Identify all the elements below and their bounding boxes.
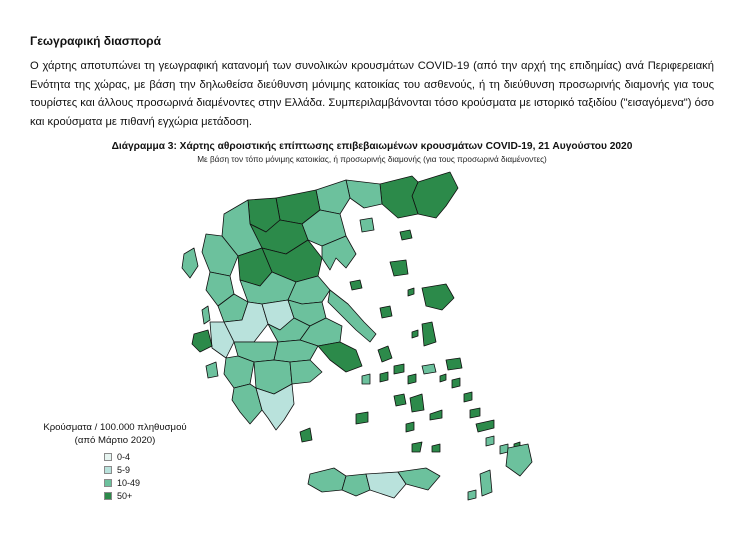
island-corfu: [182, 248, 198, 278]
figure-title: Διάγραμμα 3: Χάρτης αθροιστικής επίπτωσης επιβεβαιωμένων κρουσμάτων COVID-19, 21 Αυγούστου 2020: [111, 141, 633, 152]
legend-item: [104, 476, 190, 489]
island-kos: [476, 420, 494, 432]
island-paros: [394, 394, 406, 406]
region-thrace-east: [412, 172, 458, 218]
island-rhodes: [506, 444, 532, 476]
island-samothraki: [400, 230, 412, 240]
crete-heraklion: [366, 472, 406, 498]
island-anafi: [432, 444, 440, 452]
island-samos: [446, 358, 462, 370]
legend-swatch: [104, 492, 112, 500]
island-ikaria: [422, 364, 436, 374]
section-title: Γεωγραφική διασπορά: [30, 34, 161, 48]
island-ios: [406, 422, 414, 432]
island-lesvos: [422, 284, 454, 310]
island-skyros: [380, 306, 392, 318]
island-chios: [422, 322, 436, 346]
island-zakynthos: [206, 362, 218, 378]
region-argolida: [290, 360, 322, 384]
island-amorgos: [430, 410, 442, 420]
island-lemnos: [390, 260, 408, 276]
crete-lasithi: [398, 468, 440, 490]
island-milos: [356, 412, 368, 424]
legend-items: [104, 450, 190, 502]
legend-title-line2: (από Μάρτιο 2020): [74, 435, 156, 446]
island-mykonos: [408, 374, 416, 384]
legend-swatch: [104, 453, 112, 461]
island-agios-efstratios: [408, 288, 414, 296]
island-patmos: [452, 378, 460, 388]
legend-title-line1: Κρούσματα / 100.000 πληθυσμού: [43, 422, 187, 433]
region-east-macedonia: [316, 180, 350, 214]
crete-chania: [308, 468, 346, 492]
greece-choropleth-map: [150, 162, 590, 532]
island-kea: [362, 374, 370, 384]
island-tinos: [394, 364, 404, 374]
map-legend: [40, 421, 190, 502]
region-ilia: [224, 356, 254, 388]
island-fournoi: [440, 374, 446, 382]
region-thrace-mid: [380, 176, 418, 218]
island-sporades: [350, 280, 362, 290]
intro-paragraph: Ο χάρτης αποτυπώνει τη γεωγραφική κατανομή των συνολικών κρουσμάτων COVID-19 (από την αρχή της επιδημίας) ανά Περιφερειακή Ενότητα της χώρας, με βάση την δηλωθείσα διεύθυνση μόνιμης κατοικίας του ασθενούς, ή τη διεύθυνση προσωρινής διαμονής για τους τουρίστες και άλλους προσωρινά διαμένοντες στην Ελλάδα. Συμπεριλαμβάνονται τόσο κρούσματα με ιστορικό ταξιδίου ("εισαγόμενα") όσο και κρούσματα με πιθανή εγχώρια μετάδοση.: [30, 60, 714, 128]
legend-item: [104, 489, 190, 502]
figure-subtitle: Με βάση τον τόπο μόνιμης κατοικίας, ή προσωρινής διαμονής (για τους προσωρινά διαμένοντες): [197, 155, 547, 164]
island-leros: [464, 392, 472, 402]
island-santorini: [412, 442, 422, 452]
island-kasos: [468, 490, 476, 500]
legend-item: [104, 463, 190, 476]
island-andros: [378, 346, 392, 362]
legend-label: 5-9: [117, 464, 131, 475]
legend-swatch: [104, 466, 112, 474]
region-attica: [318, 342, 362, 372]
island-nisyros: [486, 436, 494, 446]
island-syros: [380, 372, 388, 382]
crete-rethymno: [342, 474, 370, 496]
legend-item: [104, 450, 190, 463]
legend-swatch: [104, 479, 112, 487]
island-thasos: [360, 218, 374, 232]
island-psara: [412, 330, 418, 338]
island-kefalonia: [192, 330, 212, 352]
legend-label: 10-49: [117, 477, 141, 488]
island-lefkada: [202, 306, 210, 324]
legend-label: 50+: [117, 490, 133, 501]
legend-label: 0-4: [117, 451, 131, 462]
island-kalymnos: [470, 408, 480, 418]
island-karpathos: [480, 470, 492, 496]
island-tilos: [500, 444, 508, 454]
island-naxos: [410, 394, 424, 412]
island-kythira: [300, 428, 312, 442]
region-thrace-west: [346, 180, 382, 208]
